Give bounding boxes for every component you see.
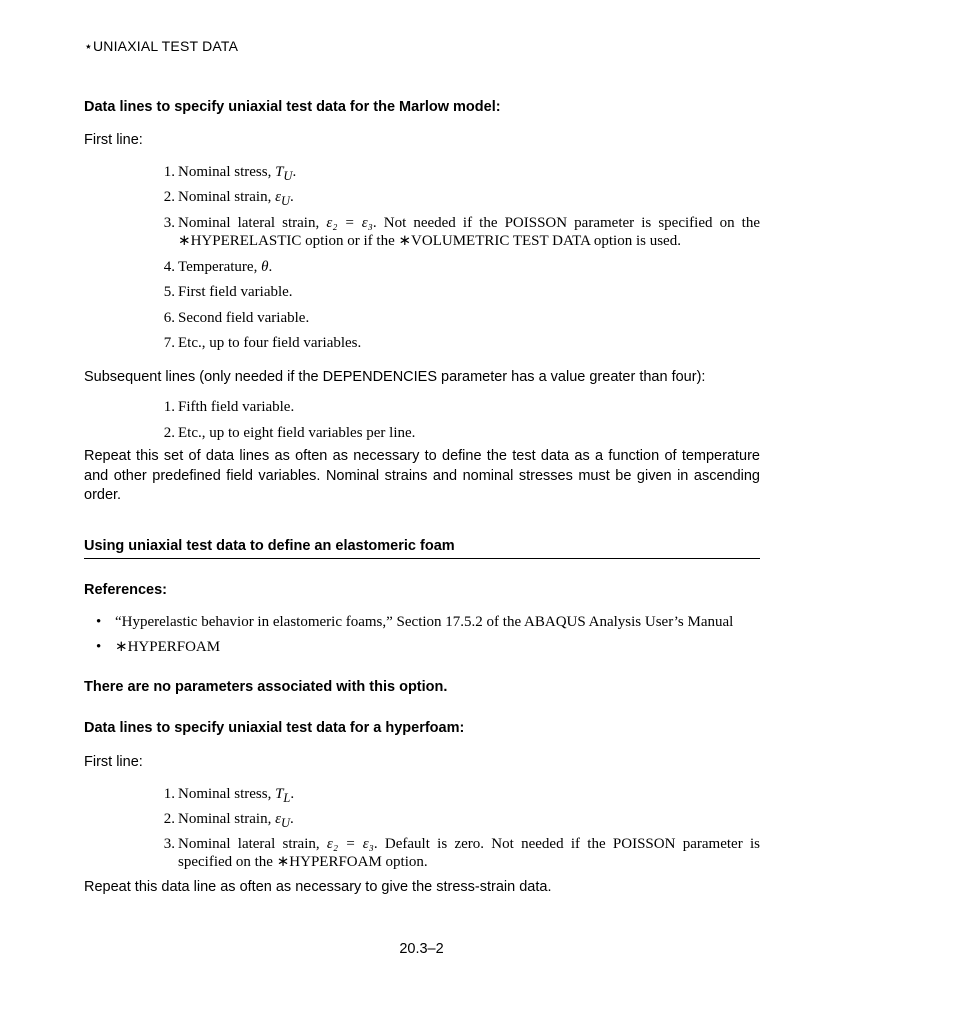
bullet-icon: • — [96, 614, 102, 630]
no-params-note: There are no parameters associated with this option. — [84, 679, 448, 695]
foam-first-line-label: First line: — [84, 754, 143, 770]
foam-heading: Data lines to specify uniaxial test data for a hyperfoam: — [84, 720, 465, 736]
references-label: References: — [84, 582, 168, 598]
page-number: 20.3–2 — [399, 941, 444, 957]
marlow-repeat-text: Repeat this set of data lines as often as necessary to define the test data as a function of temperature and other predefined field variables. Nominal strains and nominal stresses must be given in ascending order. — [84, 448, 760, 503]
running-header: ⋆UNIAXIAL TEST DATA — [84, 38, 239, 54]
marlow-subsequent-label: Subsequent lines (only needed if the DEPENDENCIES parameter has a value greater than four): — [84, 369, 706, 385]
marlow-first-line-label: First line: — [84, 132, 143, 148]
reference-link: ∗HYPERFOAM — [115, 639, 221, 655]
reference-link: “Hyperelastic behavior in elastomeric foams,” Section 17.5.2 of the ABAQUS Analysis User’s Manual — [115, 614, 734, 630]
bullet-icon: • — [96, 639, 102, 655]
foam-repeat-text: Repeat this data line as often as necessary to give the stress-strain data. — [84, 879, 552, 895]
foam-section-title: Using uniaxial test data to define an elastomeric foam — [84, 538, 455, 554]
marlow-heading: Data lines to specify uniaxial test data for the Marlow model: — [84, 99, 501, 115]
section-divider — [84, 558, 760, 559]
